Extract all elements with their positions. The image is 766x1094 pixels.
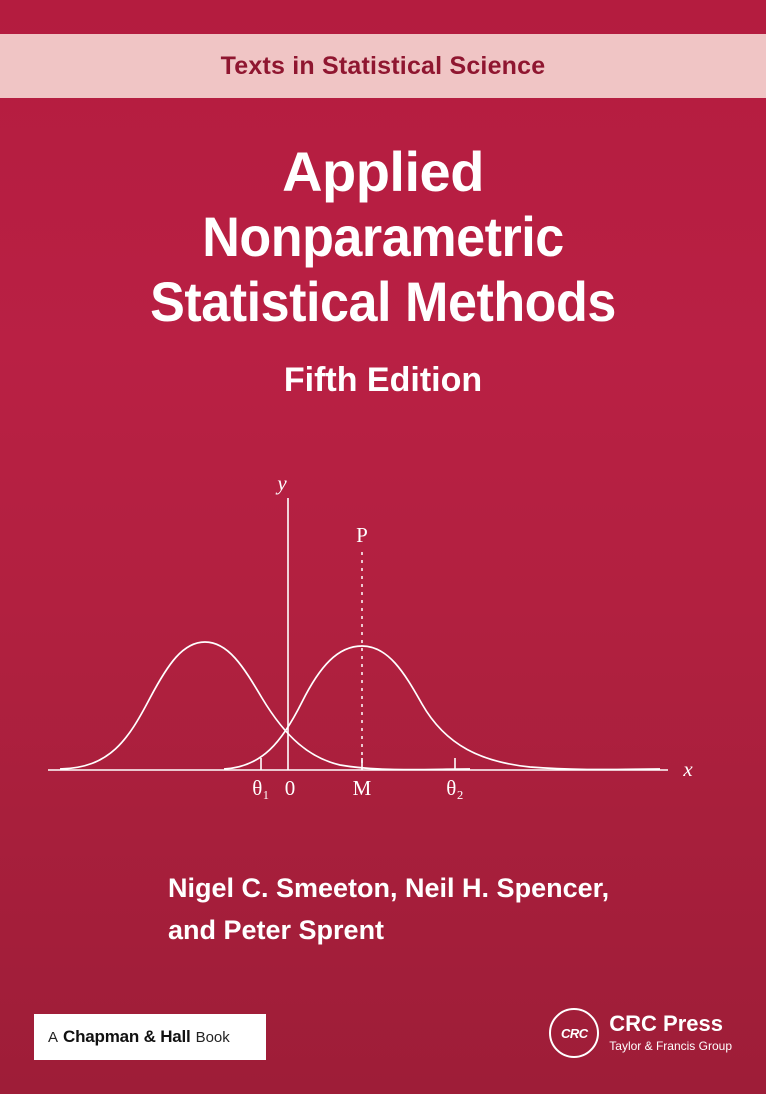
- title-block: [0, 140, 766, 400]
- tick-label-theta2: θ₂: [446, 776, 464, 800]
- crc-press-subtitle: Taylor & Francis Group: [609, 1038, 732, 1053]
- title-line-3: Statistical Methods: [150, 269, 616, 333]
- x-axis-label: x: [683, 757, 693, 781]
- authors-block: [168, 868, 728, 952]
- tick-label-m: M: [352, 776, 372, 800]
- authors-line-2: and Peter Sprent: [168, 914, 385, 945]
- right-density-curve: [224, 646, 660, 770]
- title-line-1: Applied: [282, 140, 484, 203]
- p-label: P: [356, 523, 368, 547]
- cover-figure: [0, 470, 766, 820]
- tick-label-theta1: θ₁: [252, 776, 270, 800]
- chapman-name: Chapman & Hall: [63, 1027, 191, 1046]
- crc-logo-icon: CRC: [549, 1008, 599, 1058]
- edition-label: Fifth Edition: [283, 360, 483, 399]
- series-title: Texts in Statistical Science: [220, 51, 546, 80]
- crc-text-block: [609, 1012, 732, 1055]
- distribution-chart: [0, 470, 766, 820]
- left-density-curve: [60, 642, 470, 770]
- chapman-suffix: Book: [195, 1028, 230, 1046]
- series-band: [0, 34, 766, 98]
- authors-line-1: Nigel C. Smeeton, Neil H. Spencer,: [168, 873, 610, 903]
- title-line-2: Nonparametric: [202, 204, 564, 268]
- tick-label-zero: 0: [284, 776, 296, 800]
- chapman-prefix: A: [48, 1028, 59, 1046]
- crc-press-name: CRC Press: [609, 1010, 723, 1036]
- chapman-hall-logo: [34, 1014, 266, 1060]
- crc-press-logo: [549, 1008, 732, 1058]
- y-axis-label: y: [277, 471, 287, 495]
